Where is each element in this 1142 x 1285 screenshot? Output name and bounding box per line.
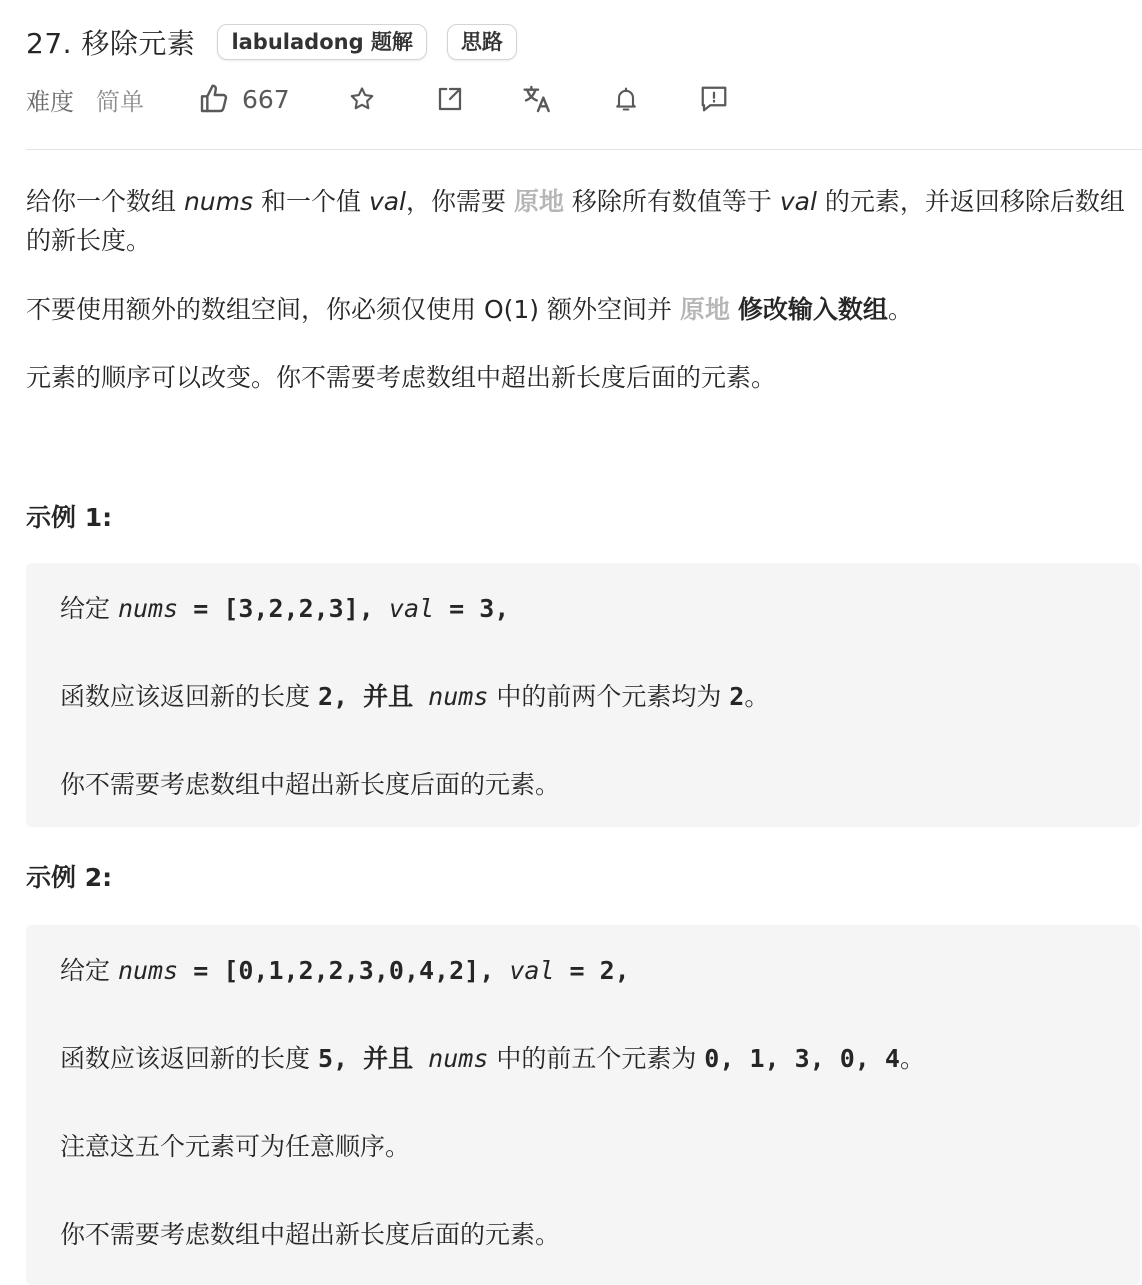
text: ，你需要 <box>406 187 514 216</box>
example-1-code-block <box>26 563 1140 827</box>
thumbs-up-icon <box>198 83 230 115</box>
feedback-button[interactable] <box>698 83 730 115</box>
translate-icon <box>522 83 554 115</box>
text: 中的前五个元素为 <box>488 1044 705 1073</box>
example-2-line-3: 注意这五个元素可为任意顺序。 <box>60 1132 411 1161</box>
bold-text: 修改输入数组 <box>737 295 888 324</box>
example-2-code-block <box>26 925 1140 1285</box>
text: 给你一个数组 <box>26 187 184 216</box>
header-divider <box>26 149 1142 150</box>
code-text: = 2, <box>554 956 630 985</box>
text: 。 <box>744 682 770 711</box>
tag-labuladong-solution[interactable]: labuladong 题解 <box>217 24 426 60</box>
description-paragraph-1 <box>26 182 1126 260</box>
code-text: = 3, <box>434 594 510 623</box>
code-val: val <box>368 187 406 216</box>
problem-title: 27. 移除元素 <box>26 27 196 60</box>
code-text: 0, 1, 3, 0, 4 <box>704 1044 900 1073</box>
code-text: = [0,1,2,2,3,0,4,2], <box>178 956 510 985</box>
text: 不要使用额外的数组空间，你必须仅使用 O(1) 额外空间并 <box>26 295 680 324</box>
code-text: 5 <box>317 1044 334 1073</box>
code-val: val <box>509 956 555 985</box>
bell-icon <box>612 85 640 113</box>
example-1-line-3: 你不需要考虑数组中超出新长度后面的元素。 <box>60 770 561 799</box>
text: 函数应该返回新的长度 <box>60 682 318 711</box>
code-nums: nums <box>428 682 489 711</box>
text: 。 <box>887 295 913 324</box>
code-text: = [3,2,2,3], <box>178 594 389 623</box>
example-1-line-1 <box>60 589 509 625</box>
title-row <box>26 22 537 62</box>
example-2-title: 示例 2: <box>26 863 113 892</box>
example-2-line-2 <box>60 1039 925 1075</box>
in-place-link[interactable]: 原地 <box>679 295 730 324</box>
difficulty-value: 简单 <box>96 87 144 116</box>
feedback-icon <box>699 84 729 114</box>
code-text: 2 <box>729 682 745 711</box>
example-1-line-2 <box>60 677 769 713</box>
code-text: 2 <box>317 682 334 711</box>
example-1-title: 示例 1: <box>26 503 113 532</box>
description-paragraph-3: 元素的顺序可以改变。你不需要考虑数组中超出新长度后面的元素。 <box>26 363 777 392</box>
example-2-line-4: 你不需要考虑数组中超出新长度后面的元素。 <box>60 1220 561 1249</box>
text: 和一个值 <box>253 187 369 216</box>
tag-approach[interactable]: 思路 <box>447 24 517 60</box>
text <box>730 295 738 324</box>
difficulty-label: 难度 <box>26 87 74 116</box>
share-button[interactable] <box>434 83 466 115</box>
text: 中的前两个元素均为 <box>488 682 730 711</box>
code-val: val <box>779 187 817 216</box>
subscribe-button[interactable] <box>610 83 642 115</box>
like-button[interactable] <box>198 83 290 115</box>
code-text: , 并且 <box>333 682 429 711</box>
favorite-button[interactable] <box>346 83 378 115</box>
text: 移除所有数值等于 <box>563 187 780 216</box>
text: 的元素，并返回移除后数组的新长度。 <box>26 187 1125 255</box>
example-2-line-1 <box>60 951 630 987</box>
like-count: 667 <box>242 84 290 114</box>
star-icon <box>348 85 376 113</box>
text: 函数应该返回新的长度 <box>60 1044 318 1073</box>
code-nums: nums <box>183 187 254 216</box>
code-text: , 并且 <box>333 1044 429 1073</box>
text: 。 <box>899 1044 925 1073</box>
text: 给定 <box>60 594 118 623</box>
text: 给定 <box>60 956 118 985</box>
in-place-link[interactable]: 原地 <box>513 187 564 216</box>
code-nums: nums <box>117 594 179 623</box>
meta-row <box>26 80 786 118</box>
code-nums: nums <box>117 956 179 985</box>
translate-button[interactable] <box>522 83 554 115</box>
description-paragraph-2 <box>26 290 1126 329</box>
share-icon <box>435 84 465 114</box>
code-nums: nums <box>428 1044 489 1073</box>
code-val: val <box>388 594 435 623</box>
